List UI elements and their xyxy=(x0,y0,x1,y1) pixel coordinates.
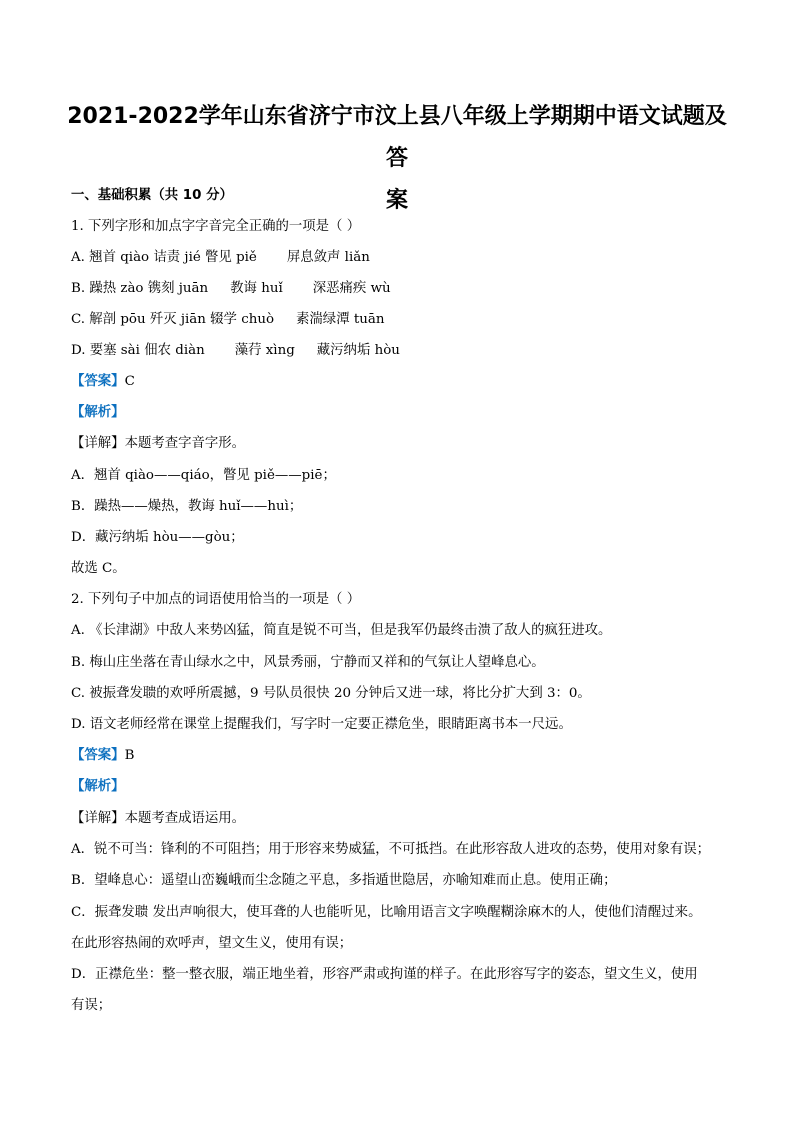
q1-option-b-part3: 深恶痛疾 wù xyxy=(312,281,391,296)
section-heading: 一、基础积累（共 10 分） xyxy=(71,188,233,203)
q1-option-b-part2: 教诲 huǐ xyxy=(230,281,283,296)
q1-option-c xyxy=(71,310,384,330)
q1-option-d-part3: 藏污纳垢 hòu xyxy=(316,343,400,358)
q2-detail-b: B．望峰息心：遥望山峦巍峨而尘念随之平息，多指遁世隐居，亦喻知难而止息。使用正确； xyxy=(71,873,617,888)
q1-option-a xyxy=(71,248,370,268)
q2-option-a: A. 《长津湖》中敌人来势凶猛，简直是锐不可当，但是我军仍最终击溃了敌人的疯狂进攻。 xyxy=(71,623,612,638)
q1-option-d-part1: D. 要塞 sài 佃农 diàn xyxy=(71,343,205,358)
analysis-tag: 【解析】 xyxy=(71,405,125,420)
q1-analysis xyxy=(71,403,125,423)
q2-detail-d-line1: D．正襟危坐：整一整衣服，端正地坐着，形容严肃或拘谨的样子。在此形容写字的姿态，望文生义，使用 xyxy=(71,967,698,982)
title-line-2: 案 xyxy=(385,188,408,213)
q1-option-b xyxy=(71,279,391,299)
q1-option-b-part1: B. 躁热 zào 镌刻 juān xyxy=(71,281,209,296)
q1-detail-d: D．藏污纳垢 hòu——gòu； xyxy=(71,530,244,545)
q2-answer-value: B xyxy=(124,748,135,763)
q1-option-a-part1: A. 翘首 qiào 诘责 jié 瞥见 piě xyxy=(71,250,257,265)
q1-detail xyxy=(71,434,245,454)
q1-detail-a: A．翘首 qiào——qiáo，瞥见 piě——piē； xyxy=(71,468,336,483)
detail-tag: 【详解】 xyxy=(71,436,125,451)
detail-tag: 【详解】 xyxy=(71,811,125,826)
question-2-stem: 2. 下列句子中加点的词语使用恰当的一项是（ ） xyxy=(71,592,361,607)
q1-detail-text: 本题考查字音字形。 xyxy=(124,436,246,451)
q2-detail xyxy=(71,809,245,829)
q2-detail-text: 本题考查成语运用。 xyxy=(124,811,246,826)
title-line-1: 2021-2022学年山东省济宁市汶上县八年级上学期期中语文试题及答 xyxy=(67,104,727,171)
q1-option-c-part2: 素湍绿潭 tuān xyxy=(296,312,385,327)
q1-option-d-part2: 藻荇 xìng xyxy=(234,343,295,358)
q1-detail-b: B．躁热——燥热，教诲 huǐ——huì； xyxy=(71,499,303,514)
q2-detail-c-line1: C．振聋发聩 发出声响很大，使耳聋的人也能听见，比喻用语言文字唤醒糊涂麻木的人，使他们清醒过来。 xyxy=(71,905,702,920)
q1-option-d xyxy=(71,341,400,361)
q2-detail-a: A．锐不可当：锋利的不可阻挡；用于形容来势威猛，不可抵挡。在此形容敌人进攻的态势，使用对象有误； xyxy=(71,842,711,857)
q1-option-c-part1: C. 解剖 pōu 歼灭 jiān 辍学 chuò xyxy=(71,312,275,327)
q2-option-b: B. 梅山庄坐落在青山绿水之中，风景秀丽，宁静而又祥和的气氛让人望峰息心。 xyxy=(71,655,545,670)
analysis-tag: 【解析】 xyxy=(71,779,125,794)
q1-answer xyxy=(71,372,135,392)
question-1-stem: 1. 下列字形和加点字字音完全正确的一项是（ ） xyxy=(71,219,361,234)
q2-option-c: C. 被振聋发聩的欢呼所震撼，9 号队员很快 20 分钟后又进一球，将比分扩大到 3：0。 xyxy=(71,686,591,701)
q2-detail-d-line2: 有误； xyxy=(71,998,112,1013)
q2-analysis xyxy=(71,777,125,797)
answer-tag: 【答案】 xyxy=(71,748,125,763)
q2-detail-c-line2: 在此形容热闹的欢呼声，望文生义，使用有误； xyxy=(71,936,353,951)
answer-tag: 【答案】 xyxy=(71,374,125,389)
q1-answer-value: C xyxy=(124,374,135,389)
q1-option-a-part2: 屏息敛声 liǎn xyxy=(286,250,370,265)
q2-answer xyxy=(71,746,134,766)
q1-conclusion: 故选 C。 xyxy=(71,561,126,576)
q2-option-d: D. 语文老师经常在课堂上提醒我们，写字时一定要正襟危坐，眼睛距离书本一尺远。 xyxy=(71,717,572,732)
